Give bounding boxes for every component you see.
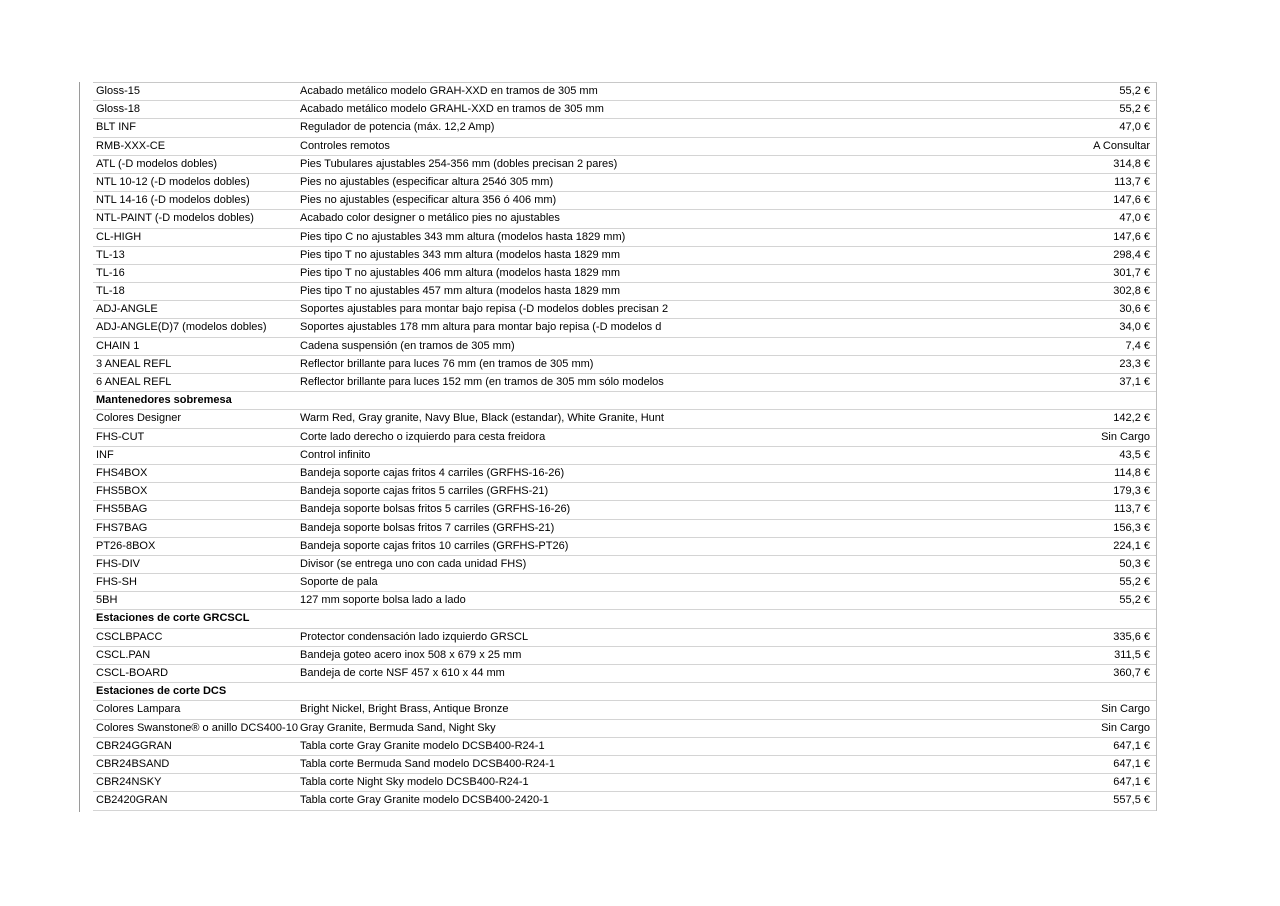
table-row [93, 738, 1156, 756]
item-description: Tabla corte Gray Granite modelo DCSB400-2420-1 [300, 794, 549, 807]
item-description: Tabla corte Night Sky modelo DCSB400-R24-1 [300, 776, 529, 789]
page-left-rule [79, 82, 80, 812]
item-description: Bandeja soporte bolsas fritos 5 carriles (GRFHS-16-26) [300, 503, 571, 516]
item-code: RMB-XXX-CE [96, 139, 166, 152]
item-code: ADJ-ANGLE(D)7 (modelos dobles) [96, 321, 267, 334]
item-description: Protector condensación lado izquierdo GRSCL [300, 630, 529, 643]
item-price: 301,7 € [1113, 266, 1150, 279]
section-title: Estaciones de corte GRCSCL [96, 612, 250, 625]
table-row [93, 83, 1156, 101]
item-code: TL-16 [96, 266, 125, 279]
item-price: 55,2 € [1119, 594, 1150, 607]
item-price: 43,5 € [1119, 448, 1150, 461]
item-code: 6 ANEAL REFL [96, 376, 172, 388]
table-row [93, 629, 1156, 647]
item-code: CBR24NSKY [96, 776, 162, 789]
table-row [93, 338, 1156, 356]
section-header-row [93, 683, 1156, 701]
table-row [93, 574, 1156, 592]
table-row [93, 192, 1156, 210]
table-row [93, 101, 1156, 119]
item-code: FHS7BAG [96, 521, 148, 534]
item-price: 47,0 € [1119, 121, 1150, 134]
item-price: 557,5 € [1113, 794, 1150, 807]
item-description: Control infinito [300, 448, 371, 461]
item-price: 314,8 € [1113, 157, 1150, 170]
table-row [93, 483, 1156, 501]
table-row [93, 665, 1156, 683]
item-code: Gloss-15 [96, 85, 141, 97]
item-price: 302,8 € [1113, 285, 1150, 298]
item-price: 34,0 € [1119, 321, 1150, 334]
item-code: ADJ-ANGLE [96, 303, 158, 316]
item-description: Pies no ajustables (especificar altura 356 ó 406 mm) [300, 194, 557, 207]
item-description: Bandeja soporte bolsas fritos 7 carriles (GRFHS-21) [300, 521, 555, 534]
item-price: 647,1 € [1113, 776, 1150, 789]
item-code: FHS-DIV [96, 557, 140, 570]
table-row [93, 138, 1156, 156]
table-row [93, 356, 1156, 374]
item-price: 47,0 € [1119, 212, 1150, 225]
item-code: NTL 10-12 (-D modelos dobles) [96, 175, 250, 188]
item-price: 647,1 € [1113, 757, 1150, 770]
item-description: Pies tipo C no ajustables 343 mm altura (modelos hasta 1829 mm) [300, 230, 626, 243]
item-description: Reflector brillante para luces 152 mm (en tramos de 305 mm sólo modelos [300, 376, 664, 388]
item-code: CB2420GRAN [96, 794, 168, 807]
table-row [93, 792, 1156, 810]
item-description: Pies no ajustables (especificar altura 254ó 305 mm) [300, 175, 554, 188]
table-row [93, 210, 1156, 228]
item-description: Regulador de potencia (máx. 12,2 Amp) [300, 121, 495, 134]
item-description: Warm Red, Gray granite, Navy Blue, Black (estandar), White Granite, Hunt [300, 412, 664, 425]
item-code: FHS4BOX [96, 466, 148, 479]
table-row [93, 283, 1156, 301]
item-description: Bandeja soporte cajas fritos 10 carriles (GRFHS-PT26) [300, 539, 569, 552]
item-price: 37,1 € [1119, 376, 1150, 388]
item-price: 114,8 € [1114, 466, 1150, 479]
item-description: Acabado metálico modelo GRAH-XXD en tramos de 305 mm [300, 85, 598, 97]
item-description: Pies tipo T no ajustables 457 mm altura (modelos hasta 1829 mm [300, 285, 620, 298]
item-code: ATL (-D modelos dobles) [96, 157, 218, 170]
section-title: Mantenedores sobremesa [96, 394, 232, 407]
item-code: NTL-PAINT (-D modelos dobles) [96, 212, 254, 225]
item-price: 113,7 € [1114, 175, 1150, 188]
item-code: PT26-8BOX [96, 539, 156, 552]
item-description: Cadena suspensión (en tramos de 305 mm) [300, 339, 515, 352]
item-description: Acabado color designer o metálico pies no ajustables [300, 212, 560, 225]
item-description: Corte lado derecho o izquierdo para cesta freidora [300, 430, 546, 443]
table-row [93, 647, 1156, 665]
item-code: BLT INF [96, 121, 136, 134]
item-price: Sin Cargo [1101, 430, 1150, 443]
item-code: CHAIN 1 [96, 339, 140, 352]
item-price: 7,4 € [1125, 339, 1150, 352]
item-description: 127 mm soporte bolsa lado a lado [300, 594, 466, 607]
item-code: CSCLBPACC [96, 630, 163, 643]
table-row [93, 119, 1156, 137]
table-row [93, 229, 1156, 247]
table-row [93, 756, 1156, 774]
item-price: Sin Cargo [1101, 703, 1150, 716]
item-description: Pies tipo T no ajustables 343 mm altura (modelos hasta 1829 mm [300, 248, 620, 261]
item-price: 360,7 € [1113, 667, 1150, 679]
price-table [93, 82, 1157, 811]
item-price: 23,3 € [1119, 357, 1150, 370]
item-description: Bandeja soporte cajas fritos 4 carriles (GRFHS-16-26) [300, 466, 565, 479]
item-price: 113,7 € [1114, 503, 1150, 516]
item-price: 142,2 € [1113, 412, 1150, 425]
item-code: FHS5BAG [96, 503, 148, 516]
table-row [93, 774, 1156, 792]
item-description: Pies tipo T no ajustables 406 mm altura (modelos hasta 1829 mm [300, 266, 620, 279]
item-price: 647,1 € [1113, 739, 1150, 752]
item-price: 179,3 € [1113, 485, 1150, 498]
item-code: INF [96, 448, 114, 461]
item-description: Controles remotos [300, 139, 390, 152]
item-code: CSCL.PAN [96, 648, 151, 661]
item-code: CBR24GGRAN [96, 739, 172, 752]
item-code: Colores Swanstone® o anillo DCS400-10 [96, 721, 298, 734]
item-code: CL-HIGH [96, 230, 142, 243]
item-code: Colores Lampara [96, 703, 181, 716]
section-header-row [93, 392, 1156, 410]
table-row [93, 247, 1156, 265]
section-header-row [93, 610, 1156, 628]
table-row [93, 265, 1156, 283]
table-row [93, 538, 1156, 556]
item-description: Soporte de pala [300, 576, 378, 589]
item-description: Reflector brillante para luces 76 mm (en tramos de 305 mm) [300, 357, 594, 370]
table-row [93, 374, 1156, 392]
table-row [93, 520, 1156, 538]
item-price: 311,5 € [1114, 648, 1150, 661]
table-row [93, 465, 1156, 483]
table-row [93, 429, 1156, 447]
table-row [93, 720, 1156, 738]
item-code: Colores Designer [96, 412, 181, 425]
item-description: Pies Tubulares ajustables 254-356 mm (dobles precisan 2 pares) [300, 157, 618, 170]
item-code: Gloss-18 [96, 103, 141, 116]
item-description: Tabla corte Gray Granite modelo DCSB400-R24-1 [300, 739, 545, 752]
table-row [93, 592, 1156, 610]
item-price: Sin Cargo [1101, 721, 1150, 734]
item-price: 30,6 € [1119, 303, 1150, 316]
item-description: Gray Granite, Bermuda Sand, Night Sky [300, 721, 496, 734]
item-price: 55,2 € [1119, 576, 1150, 589]
item-description: Soportes ajustables 178 mm altura para montar bajo repisa (-D modelos d [300, 321, 662, 334]
item-description: Acabado metálico modelo GRAHL-XXD en tramos de 305 mm [300, 103, 604, 116]
table-row [93, 301, 1156, 319]
item-price: 335,6 € [1113, 630, 1150, 643]
item-description: Bright Nickel, Bright Brass, Antique Bronze [300, 703, 509, 716]
item-price: 50,3 € [1119, 557, 1150, 570]
item-description: Soportes ajustables para montar bajo repisa (-D modelos dobles precisan 2 [300, 303, 669, 316]
table-row [93, 701, 1156, 719]
item-description: Divisor (se entrega uno con cada unidad FHS) [300, 557, 527, 570]
item-code: 3 ANEAL REFL [96, 357, 172, 370]
item-price: 224,1 € [1113, 539, 1150, 552]
item-price: 147,6 € [1113, 230, 1150, 243]
item-price: 156,3 € [1113, 521, 1150, 534]
item-description: Bandeja goteo acero inox 508 x 679 x 25 mm [300, 648, 522, 661]
item-price: 147,6 € [1113, 194, 1150, 207]
item-code: FHS-CUT [96, 430, 145, 443]
item-code: NTL 14-16 (-D modelos dobles) [96, 194, 250, 207]
item-code: 5BH [96, 594, 118, 607]
item-code: CBR24BSAND [96, 757, 170, 770]
item-price: 298,4 € [1113, 248, 1150, 261]
item-code: TL-18 [96, 285, 125, 298]
table-row [93, 447, 1156, 465]
section-title: Estaciones de corte DCS [96, 685, 227, 698]
item-code: FHS5BOX [96, 485, 148, 498]
item-price: 55,2 € [1119, 85, 1150, 97]
item-description: Bandeja de corte NSF 457 x 610 x 44 mm [300, 667, 505, 679]
item-description: Bandeja soporte cajas fritos 5 carriles (GRFHS-21) [300, 485, 549, 498]
item-code: CSCL-BOARD [96, 667, 169, 679]
table-row [93, 556, 1156, 574]
item-price: 55,2 € [1119, 103, 1150, 116]
item-code: FHS-SH [96, 576, 137, 589]
table-row [93, 501, 1156, 519]
table-row [93, 319, 1156, 337]
table-row [93, 410, 1156, 428]
item-description: Tabla corte Bermuda Sand modelo DCSB400-R24-1 [300, 757, 555, 770]
table-row [93, 174, 1156, 192]
item-code: TL-13 [96, 248, 125, 261]
item-price: A Consultar [1093, 139, 1150, 152]
table-row [93, 156, 1156, 174]
